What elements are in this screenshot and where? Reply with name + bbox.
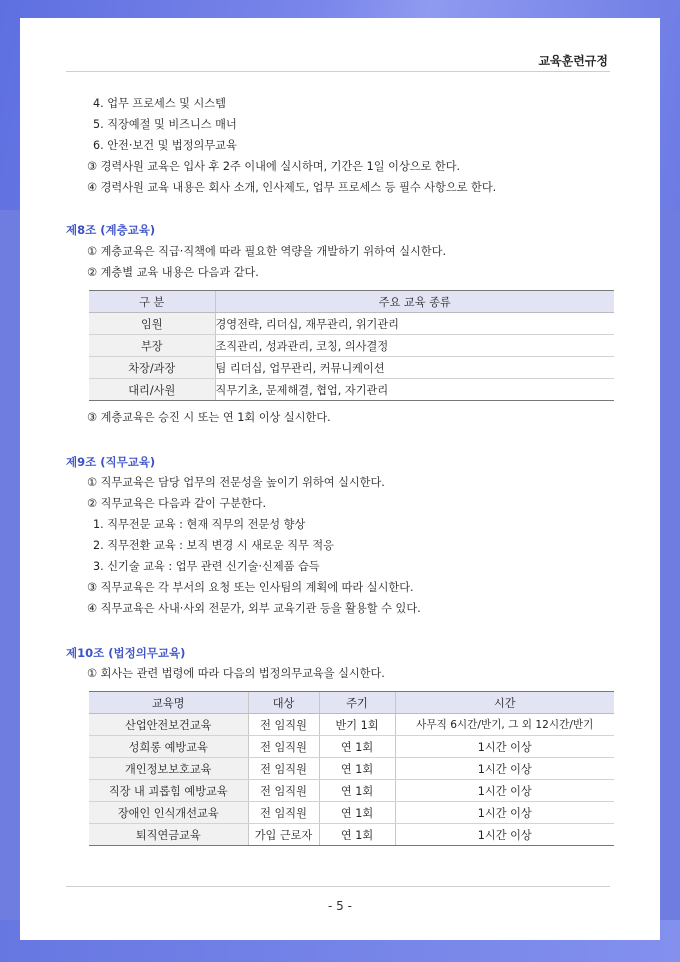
table-cell: 전 임직원 (248, 714, 319, 736)
table-row (89, 313, 614, 335)
table-cell: 1시간 이상 (395, 780, 614, 802)
table-cell: 전 임직원 (248, 780, 319, 802)
table-row (89, 736, 614, 758)
table-cell: 연 1회 (319, 758, 395, 780)
table-cell: 장애인 인식개선교육 (89, 802, 248, 824)
table-cell: 연 1회 (319, 736, 395, 758)
table-cell: 차장/과장 (89, 357, 215, 379)
table-header-row (89, 291, 614, 313)
clause: ③ 계층교육은 승진 시 또는 연 1회 이상 실시한다. (87, 411, 331, 424)
clause: ① 계층교육은 직급·직책에 따라 필요한 역량을 개발하기 위하여 실시한다. (87, 245, 446, 258)
table-cell: 대리/사원 (89, 379, 215, 401)
list-item: 3. 신기술 교육 : 업무 관련 신기술·신제품 습득 (93, 560, 320, 573)
column-header: 주요 교육 종류 (215, 291, 614, 313)
clause: ② 직무교육은 다음과 같이 구분한다. (87, 497, 267, 510)
document-title: 교육훈련규정 (538, 54, 608, 68)
column-header: 대상 (248, 692, 319, 714)
clause: ② 계층별 교육 내용은 다음과 같다. (87, 266, 259, 279)
header-divider (66, 71, 610, 72)
table-cell: 산업안전보건교육 (89, 714, 248, 736)
list-item: 4. 업무 프로세스 및 시스템 (93, 97, 226, 110)
table-row (89, 379, 614, 401)
clause: ① 직무교육은 담당 업무의 전문성을 높이기 위하여 실시한다. (87, 476, 385, 489)
table-cell: 조직관리, 성과관리, 코칭, 의사결정 (215, 335, 614, 357)
column-header: 교육명 (89, 692, 248, 714)
list-item: 6. 안전·보건 및 법정의무교육 (93, 139, 237, 152)
clause: ④ 경력사원 교육 내용은 회사 소개, 인사제도, 업무 프로세스 등 필수 사항으로 한다. (87, 181, 497, 194)
table-cell: 직장 내 괴롭힘 예방교육 (89, 780, 248, 802)
table-cell: 전 임직원 (248, 758, 319, 780)
table-cell: 가입 근로자 (248, 824, 319, 846)
hierarchy-education-table (89, 290, 614, 401)
table-cell: 전 임직원 (248, 802, 319, 824)
table-cell: 연 1회 (319, 802, 395, 824)
article-9-title: 제9조 (직무교육) (66, 455, 156, 469)
table-row (89, 780, 614, 802)
document-page (20, 18, 660, 940)
article-10-title: 제10조 (법정의무교육) (66, 646, 186, 660)
clause: ③ 직무교육은 각 부서의 요청 또는 인사팀의 계획에 따라 실시한다. (87, 581, 414, 594)
mandatory-education-table (89, 691, 614, 846)
table-cell: 퇴직연금교육 (89, 824, 248, 846)
table-cell: 연 1회 (319, 824, 395, 846)
column-header: 시간 (395, 692, 614, 714)
table-cell: 반기 1회 (319, 714, 395, 736)
list-item: 1. 직무전문 교육 : 현재 직무의 전문성 향상 (93, 518, 306, 531)
clause: ③ 경력사원 교육은 입사 후 2주 이내에 실시하며, 기간은 1일 이상으로 한다. (87, 160, 461, 173)
table-cell: 1시간 이상 (395, 736, 614, 758)
clause: ① 회사는 관련 법령에 따라 다음의 법정의무교육을 실시한다. (87, 667, 385, 680)
table-cell: 1시간 이상 (395, 802, 614, 824)
table-header-row (89, 692, 614, 714)
table-cell: 부장 (89, 335, 215, 357)
table-row (89, 357, 614, 379)
page-number: - 5 - (328, 899, 352, 913)
footer-divider (66, 886, 610, 887)
list-item: 5. 직장예절 및 비즈니스 매너 (93, 118, 237, 131)
article-8-title: 제8조 (계층교육) (66, 223, 156, 237)
table-cell: 전 임직원 (248, 736, 319, 758)
table-cell: 사무직 6시간/반기, 그 외 12시간/반기 (395, 714, 614, 736)
table-cell: 경영전략, 리더십, 재무관리, 위기관리 (215, 313, 614, 335)
table-row (89, 335, 614, 357)
table-cell: 팀 리더십, 업무관리, 커뮤니케이션 (215, 357, 614, 379)
table-cell: 임원 (89, 313, 215, 335)
table-row (89, 802, 614, 824)
table-cell: 개인정보보호교육 (89, 758, 248, 780)
table-cell: 1시간 이상 (395, 824, 614, 846)
table-row (89, 824, 614, 846)
table-cell: 직무기초, 문제해결, 협업, 자기관리 (215, 379, 614, 401)
table-cell: 1시간 이상 (395, 758, 614, 780)
table-cell: 연 1회 (319, 780, 395, 802)
clause: ④ 직무교육은 사내·사외 전문가, 외부 교육기관 등을 활용할 수 있다. (87, 602, 421, 615)
table-row (89, 714, 614, 736)
table-row (89, 758, 614, 780)
column-header: 주기 (319, 692, 395, 714)
table-cell: 성희롱 예방교육 (89, 736, 248, 758)
column-header: 구 분 (89, 291, 215, 313)
list-item: 2. 직무전환 교육 : 보직 변경 시 새로운 직무 적응 (93, 539, 334, 552)
